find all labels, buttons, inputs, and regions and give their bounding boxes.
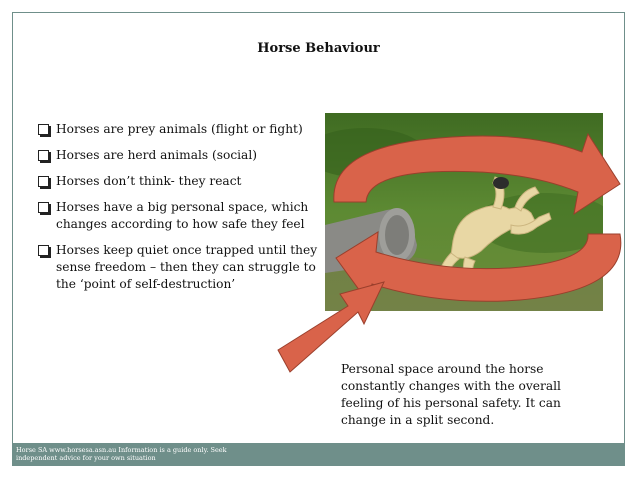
top-curved-arrow	[334, 134, 620, 214]
caption-text: Personal space around the horse constantly changes with the overall feeling of his personal safety. It can change in a split second.	[341, 362, 561, 427]
bullet-text: Horses keep quiet once trapped until they sense freedom – then they can struggle to the ‘point of self-destruction’	[56, 243, 318, 291]
bullet-text: Horses have a big personal space, which changes according to how safe they feel	[56, 200, 309, 231]
slide-title: Horse Behaviour	[257, 41, 380, 56]
bullet-text: Horses don’t think- they react	[56, 174, 242, 188]
bullet-text: Horses are herd animals (social)	[56, 148, 257, 162]
straight-arrow	[278, 282, 384, 372]
bullet-text: Horses are prey animals (flight or fight)	[56, 122, 303, 136]
footer-text: Horse SA www.horsesa.asn.au Information is a guide only. Seek independent advice for your own situation	[16, 446, 227, 462]
